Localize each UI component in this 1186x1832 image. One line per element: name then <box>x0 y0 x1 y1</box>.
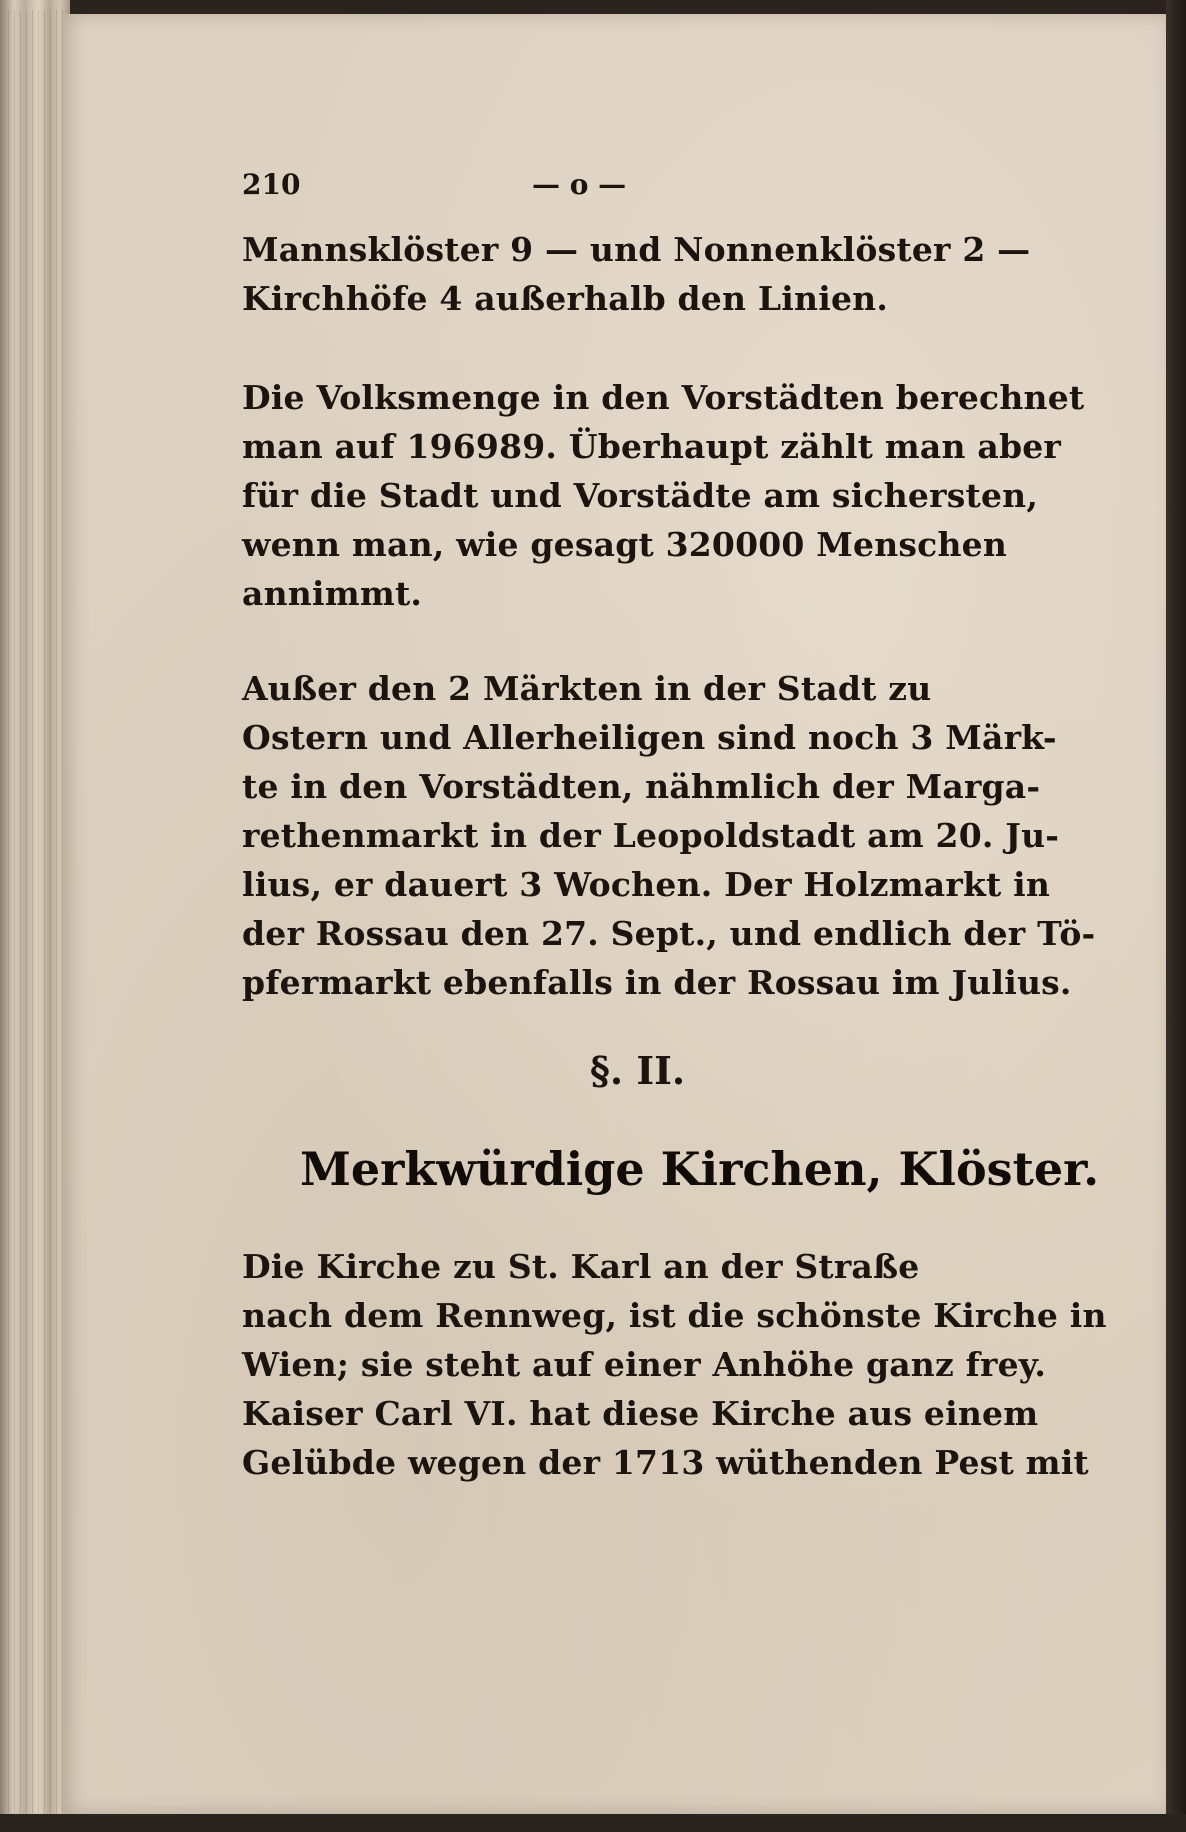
text-line: annimmt. <box>242 574 423 613</box>
section-title: Merkwürdige Kirchen, Klöster. <box>300 1142 1100 1196</box>
text-line: pfermarkt ebenfalls in der Rossau im Julius. <box>242 963 1072 1002</box>
text-line: Ostern und Allerheiligen sind noch 3 Märk- <box>242 718 1057 757</box>
running-head-ornament: — o — <box>532 168 627 201</box>
right-shadow-edge <box>1166 0 1186 1832</box>
text-line: Mannsklöster 9 — und Nonnenklöster 2 — <box>242 230 1031 269</box>
text-line: Die Kirche zu St. Karl an der Straße <box>242 1247 920 1286</box>
text-line: te in den Vorstädten, nähmlich der Marga- <box>242 767 1041 806</box>
text-line: Die Volksmenge in den Vorstädten berechnet <box>242 378 1085 417</box>
page-edges <box>8 10 64 1822</box>
text-line: Wien; sie steht auf einer Anhöhe ganz frey. <box>242 1345 1047 1384</box>
text-line: Gelübde wegen der 1713 wüthenden Pest mit <box>242 1443 1089 1482</box>
text-line: lius, er dauert 3 Wochen. Der Holzmarkt in <box>242 865 1051 904</box>
section-number: §. II. <box>590 1048 686 1093</box>
text-line: Kirchhöfe 4 außerhalb den Linien. <box>242 279 889 318</box>
text-line: rethenmarkt in der Leopoldstadt am 20. Ju- <box>242 816 1060 855</box>
text-line: Außer den 2 Märkten in der Stadt zu <box>242 669 932 708</box>
text-line: für die Stadt und Vorstädte am sichersten, <box>242 476 1039 515</box>
book-spine-edge <box>0 0 70 1832</box>
text-line: wenn man, wie gesagt 320000 Menschen <box>242 525 1008 564</box>
text-line: man auf 196989. Überhaupt zählt man aber <box>242 427 1061 466</box>
text-line: der Rossau den 27. Sept., und endlich der Tö- <box>242 914 1096 953</box>
page-number: 210 <box>242 168 301 201</box>
bottom-shadow-edge <box>0 1814 1186 1832</box>
text-line: nach dem Rennweg, ist die schönste Kirche in <box>242 1296 1107 1335</box>
page-header <box>242 168 1032 208</box>
text-line: Kaiser Carl VI. hat diese Kirche aus einem <box>242 1394 1039 1433</box>
